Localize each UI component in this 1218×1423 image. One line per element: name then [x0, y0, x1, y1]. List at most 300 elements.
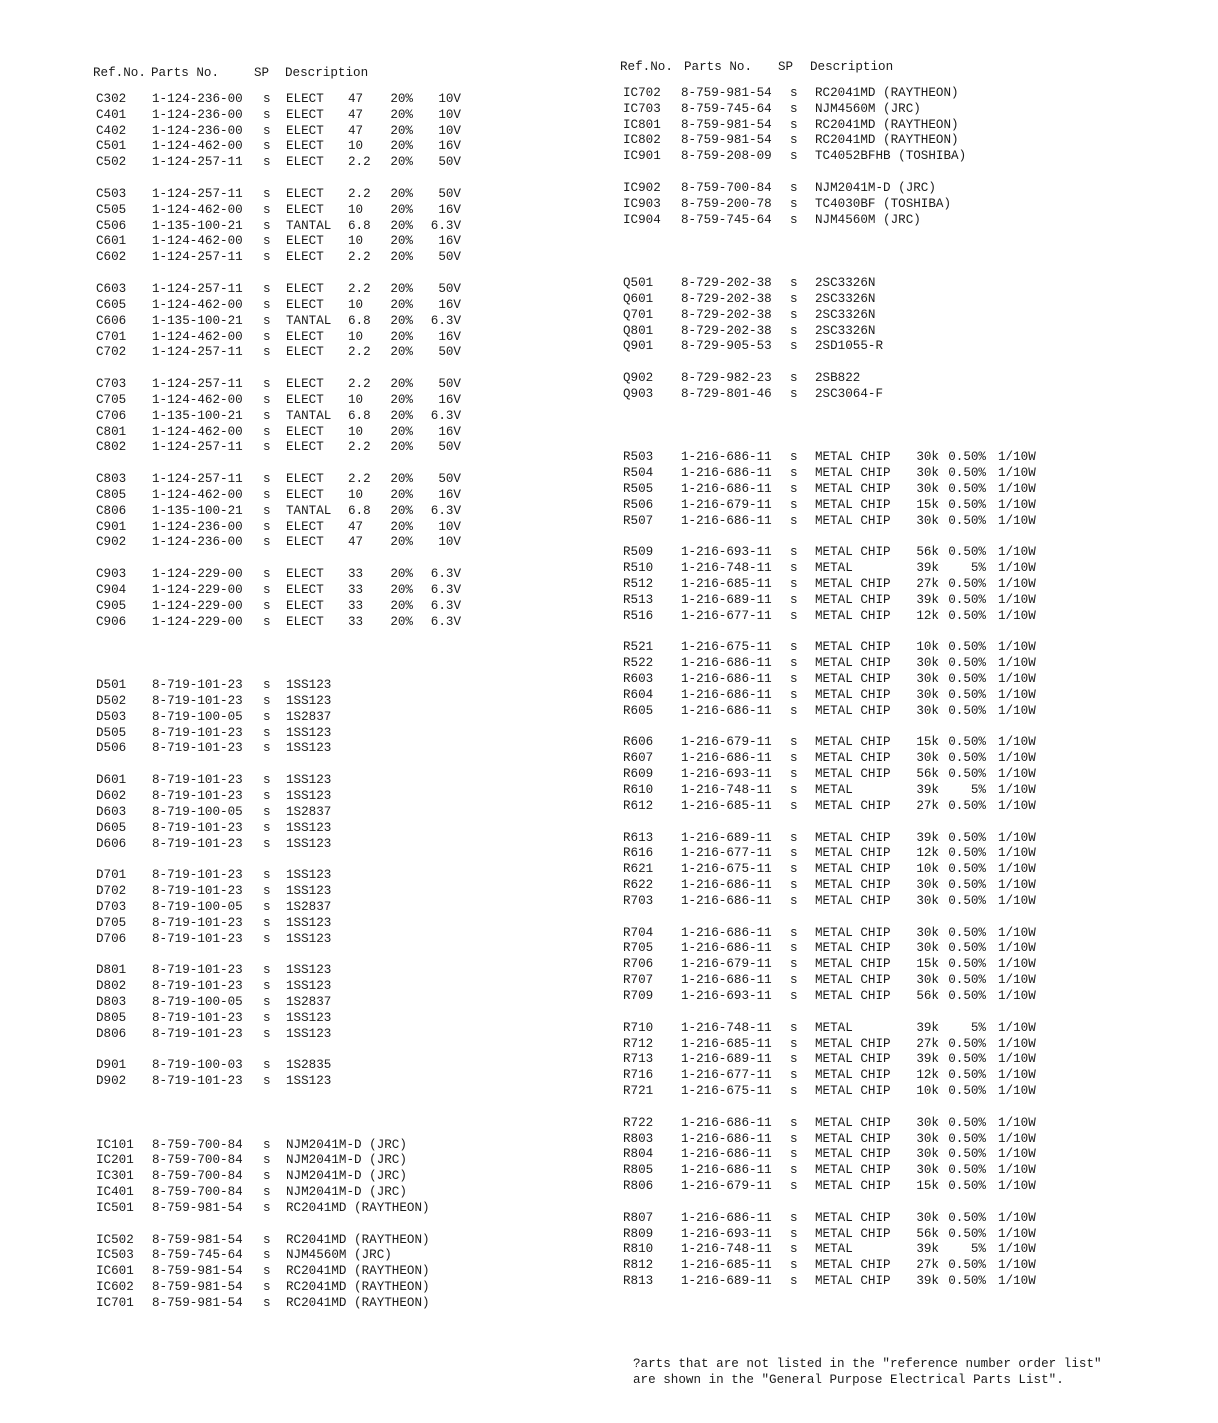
- tolerance: 0.50%: [948, 846, 986, 861]
- sp-code: s: [263, 123, 271, 138]
- parts-row: [93, 741, 513, 757]
- part-number: 1-216-675-11: [681, 1084, 772, 1099]
- ref-no: C601: [96, 234, 127, 249]
- ref-no: R613: [623, 830, 654, 845]
- ref-no: D703: [96, 899, 127, 914]
- part-number: 1-135-100-21: [152, 408, 243, 423]
- resistance: 39k: [916, 1020, 939, 1035]
- wattage: 1/10W: [998, 862, 1036, 877]
- ref-no: R805: [623, 1163, 654, 1178]
- ref-no: Q601: [623, 291, 654, 306]
- sp-code: s: [263, 519, 271, 534]
- ref-no: D801: [96, 963, 127, 978]
- part-number: 1-124-462-00: [152, 392, 243, 407]
- parts-row: [93, 710, 513, 726]
- tolerance: 20%: [390, 297, 413, 312]
- part-number: 1-216-679-11: [681, 735, 772, 750]
- group-spacer: [620, 1005, 1090, 1021]
- parts-row: [93, 203, 513, 219]
- wattage: 1/10W: [998, 545, 1036, 560]
- sp-code: s: [790, 1179, 798, 1194]
- description: RC2041MD (RAYTHEON): [286, 1296, 430, 1310]
- part-number: 1-124-229-00: [152, 598, 243, 613]
- tolerance: 0.50%: [948, 1210, 986, 1225]
- capacitance: 47: [348, 519, 364, 534]
- parts-list-right-column: [620, 60, 1090, 1290]
- parts-row: [620, 941, 1090, 957]
- group-spacer: [93, 1090, 513, 1138]
- ref-no: Q801: [623, 323, 654, 338]
- sp-code: s: [263, 1026, 271, 1041]
- parts-row: [93, 1153, 513, 1169]
- tolerance: 20%: [390, 202, 413, 217]
- sp-code: s: [263, 91, 271, 106]
- capacitance: 2.2: [348, 155, 371, 170]
- part-number: 8-759-745-64: [152, 1248, 243, 1263]
- parts-row: [620, 292, 1090, 308]
- sp-code: s: [790, 561, 798, 576]
- tolerance: 20%: [390, 535, 413, 550]
- ref-no: R803: [623, 1131, 654, 1146]
- tolerance: 0.50%: [948, 751, 986, 766]
- parts-row: [93, 155, 513, 171]
- voltage: 16V: [438, 139, 461, 154]
- component-type: METAL CHIP: [815, 1084, 891, 1099]
- parts-row: [620, 862, 1090, 878]
- part-number: 8-729-202-38: [681, 275, 772, 290]
- resistance: 30k: [916, 878, 939, 893]
- parts-row: [93, 488, 513, 504]
- sp-code: s: [790, 85, 798, 100]
- capacitance: 33: [348, 614, 364, 629]
- sp-code: s: [263, 583, 271, 597]
- component-type: METAL CHIP: [815, 640, 891, 655]
- part-number: 1-124-462-00: [152, 329, 243, 344]
- sp-code: s: [263, 884, 271, 899]
- sp-code: s: [263, 1248, 271, 1263]
- parts-row: [93, 409, 513, 425]
- ref-no: R521: [623, 640, 654, 655]
- sp-code: s: [790, 640, 798, 655]
- sp-code: s: [263, 820, 271, 835]
- part-number: 8-759-745-64: [681, 101, 772, 116]
- part-number: 8-729-801-46: [681, 386, 772, 401]
- part-number: 1-124-236-00: [152, 519, 243, 534]
- description: RC2041MD (RAYTHEON): [286, 1280, 430, 1295]
- sp-code: s: [790, 1115, 798, 1130]
- parts-row: [620, 498, 1090, 514]
- parts-row: [620, 1021, 1090, 1037]
- ref-no: D501: [96, 678, 127, 693]
- sp-code: s: [263, 297, 271, 312]
- wattage: 1/10W: [998, 1258, 1036, 1273]
- column-header: [93, 66, 513, 82]
- description: RC2041MD (RAYTHEON): [286, 1232, 430, 1247]
- ref-no: R612: [623, 798, 654, 813]
- capacitance: 2.2: [348, 377, 371, 392]
- component-type: ELECT: [286, 392, 324, 407]
- sp-code: s: [263, 1137, 271, 1152]
- tolerance: 20%: [390, 329, 413, 344]
- capacitance: 47: [348, 107, 364, 122]
- ref-no: R721: [623, 1084, 654, 1099]
- component-type: TANTAL: [286, 503, 332, 518]
- sp-code: s: [790, 1036, 798, 1051]
- component-type: METAL CHIP: [815, 878, 891, 893]
- ref-no: R503: [623, 450, 654, 465]
- ref-no: IC502: [96, 1232, 134, 1247]
- parts-row: [93, 219, 513, 235]
- description: 1SS123: [286, 693, 332, 708]
- description: 1S2837: [286, 709, 332, 724]
- ref-no: R804: [623, 1147, 654, 1162]
- parts-row: [93, 916, 513, 932]
- description: 1SS123: [286, 1010, 332, 1025]
- ref-no: R807: [623, 1210, 654, 1225]
- ref-no: R509: [623, 545, 654, 560]
- component-type: ELECT: [286, 202, 324, 217]
- tolerance: 20%: [390, 472, 413, 487]
- parts-row: [620, 276, 1090, 292]
- ref-no: D601: [96, 773, 127, 788]
- part-number: 1-216-675-11: [681, 640, 772, 655]
- parts-row: [93, 932, 513, 948]
- description: 1S2837: [286, 899, 332, 914]
- ref-no: R703: [623, 893, 654, 908]
- resistance: 27k: [916, 1258, 939, 1273]
- parts-row: [93, 726, 513, 742]
- parts-row: [93, 124, 513, 140]
- sp-code: s: [790, 339, 798, 354]
- ref-no: D705: [96, 915, 127, 930]
- component-type: METAL CHIP: [815, 672, 891, 687]
- part-number: 1-216-748-11: [681, 561, 772, 576]
- description: RC2041MD (RAYTHEON): [815, 117, 959, 132]
- wattage: 1/10W: [998, 1115, 1036, 1130]
- part-number: 1-216-686-11: [681, 450, 772, 465]
- component-type: ELECT: [286, 155, 324, 170]
- parts-row: [93, 837, 513, 853]
- voltage: 50V: [438, 377, 461, 392]
- tolerance: 20%: [390, 424, 413, 439]
- parts-row: [93, 678, 513, 694]
- tolerance: 20%: [390, 139, 413, 154]
- ref-no: D901: [96, 1058, 127, 1073]
- tolerance: 20%: [390, 392, 413, 407]
- ref-no: C806: [96, 503, 127, 518]
- voltage: 10V: [438, 519, 461, 534]
- group-spacer: [93, 1217, 513, 1233]
- parts-row: [620, 894, 1090, 910]
- sp-code: s: [263, 994, 271, 1009]
- tolerance: 0.50%: [948, 545, 986, 560]
- wattage: 1/10W: [998, 1274, 1036, 1289]
- parts-row: [93, 1185, 513, 1201]
- tolerance: 0.50%: [948, 1036, 986, 1051]
- part-number: 1-216-689-11: [681, 592, 772, 607]
- tolerance: 0.50%: [948, 1179, 986, 1194]
- voltage: 6.3V: [430, 408, 461, 423]
- parts-row: [620, 735, 1090, 751]
- sp-code: s: [263, 1169, 271, 1184]
- ref-no: IC901: [623, 149, 661, 164]
- parts-row: [620, 656, 1090, 672]
- sp-code: s: [790, 545, 798, 560]
- part-number: 1-216-686-11: [681, 878, 772, 893]
- part-number: 1-124-257-11: [152, 440, 243, 455]
- parts-row: [93, 821, 513, 837]
- component-type: ELECT: [286, 91, 324, 106]
- wattage: 1/10W: [998, 1036, 1036, 1051]
- component-type: METAL CHIP: [815, 497, 891, 512]
- wattage: 1/10W: [998, 1179, 1036, 1194]
- ref-no: Q501: [623, 275, 654, 290]
- capacitance: 33: [348, 583, 364, 597]
- sp-code: s: [790, 608, 798, 623]
- tolerance: 20%: [390, 281, 413, 296]
- part-number: 1-216-686-11: [681, 893, 772, 908]
- part-number: 8-719-100-05: [152, 899, 243, 914]
- resistance: 39k: [916, 561, 939, 576]
- tolerance: 0.50%: [948, 893, 986, 908]
- sp-code: s: [790, 386, 798, 401]
- description: 2SC3326N: [815, 307, 876, 322]
- component-type: METAL CHIP: [815, 481, 891, 496]
- part-number: 1-216-748-11: [681, 1020, 772, 1035]
- resistance: 39k: [916, 1052, 939, 1067]
- sp-code: s: [263, 107, 271, 122]
- ref-no: C904: [96, 583, 127, 597]
- resistance: 30k: [916, 751, 939, 766]
- parts-row: [93, 440, 513, 456]
- wattage: 1/10W: [998, 703, 1036, 718]
- tolerance: 0.50%: [948, 973, 986, 988]
- voltage: 16V: [438, 297, 461, 312]
- part-number: 1-135-100-21: [152, 313, 243, 328]
- part-number: 1-135-100-21: [152, 503, 243, 518]
- parts-row: [93, 995, 513, 1011]
- ref-no: C702: [96, 345, 127, 360]
- parts-row: [620, 751, 1090, 767]
- sp-code: s: [790, 450, 798, 465]
- ref-no: D902: [96, 1074, 127, 1089]
- part-number: 8-719-101-23: [152, 741, 243, 756]
- wattage: 1/10W: [998, 481, 1036, 496]
- description: 1SS123: [286, 915, 332, 930]
- description: NJM4560M (JRC): [815, 212, 921, 227]
- wattage: 1/10W: [998, 592, 1036, 607]
- description: 2SC3326N: [815, 323, 876, 338]
- part-number: 1-124-257-11: [152, 186, 243, 201]
- parts-row: [93, 1248, 513, 1264]
- part-number: 8-759-981-54: [681, 133, 772, 148]
- tolerance: 5%: [970, 783, 986, 797]
- voltage: 16V: [438, 329, 461, 344]
- ref-no: IC401: [96, 1185, 134, 1200]
- part-number: 8-719-101-23: [152, 868, 243, 883]
- sp-code: s: [790, 577, 798, 592]
- ref-no: R621: [623, 862, 654, 877]
- part-number: 1-124-257-11: [152, 155, 243, 170]
- ref-no: C502: [96, 155, 127, 170]
- sp-code: s: [790, 592, 798, 607]
- tolerance: 20%: [390, 567, 413, 582]
- ref-no: R610: [623, 783, 654, 797]
- ref-no: C401: [96, 107, 127, 122]
- parts-row: [93, 1201, 513, 1217]
- ref-no: R722: [623, 1115, 654, 1130]
- ref-no: D605: [96, 820, 127, 835]
- part-number: 1-216-689-11: [681, 830, 772, 845]
- tolerance: 0.50%: [948, 672, 986, 687]
- part-number: 8-719-100-05: [152, 994, 243, 1009]
- component-type: METAL CHIP: [815, 608, 891, 623]
- description: 2SB822: [815, 371, 861, 386]
- tolerance: 20%: [390, 408, 413, 423]
- parts-rows: [93, 92, 513, 1312]
- sp-code: s: [263, 424, 271, 439]
- voltage: 50V: [438, 345, 461, 360]
- group-spacer: [93, 456, 513, 472]
- parts-row: [93, 1011, 513, 1027]
- sp-code: s: [790, 1242, 798, 1257]
- ref-no: R809: [623, 1226, 654, 1241]
- parts-row: [93, 535, 513, 551]
- parts-no-header: Parts No.: [684, 60, 753, 74]
- resistance: 10k: [916, 862, 939, 877]
- ref-no: R706: [623, 957, 654, 972]
- footnote-line: are shown in the "General Purpose Electrical Parts List".: [633, 1372, 1064, 1387]
- wattage: 1/10W: [998, 735, 1036, 750]
- tolerance: 20%: [390, 186, 413, 201]
- part-number: 1-124-462-00: [152, 424, 243, 439]
- group-spacer: [620, 355, 1090, 371]
- tolerance: 0.50%: [948, 957, 986, 972]
- sp-code: s: [263, 614, 271, 629]
- part-number: 1-124-257-11: [152, 281, 243, 296]
- capacitance: 10: [348, 424, 364, 439]
- part-number: 1-216-686-11: [681, 672, 772, 687]
- part-number: 1-216-686-11: [681, 513, 772, 528]
- component-type: ELECT: [286, 487, 324, 502]
- parts-row: [93, 1169, 513, 1185]
- parts-row: [93, 1074, 513, 1090]
- description: 1SS123: [286, 1026, 332, 1041]
- sp-code: s: [790, 846, 798, 861]
- ref-no: R622: [623, 878, 654, 893]
- ref-no: R813: [623, 1274, 654, 1289]
- part-number: 1-124-257-11: [152, 472, 243, 487]
- parts-row: [620, 514, 1090, 530]
- parts-row: [620, 118, 1090, 134]
- sp-code: s: [263, 234, 271, 249]
- capacitance: 47: [348, 91, 364, 106]
- parts-row: [93, 1233, 513, 1249]
- sp-code: s: [263, 440, 271, 455]
- part-number: 1-216-686-11: [681, 466, 772, 481]
- part-number: 1-216-685-11: [681, 1258, 772, 1273]
- sp-code: s: [790, 672, 798, 687]
- component-type: ELECT: [286, 377, 324, 392]
- sp-code: s: [263, 836, 271, 851]
- parts-row: [93, 139, 513, 155]
- ref-no: R606: [623, 735, 654, 750]
- part-number: 8-729-202-38: [681, 291, 772, 306]
- tolerance: 0.50%: [948, 1147, 986, 1162]
- part-number: 1-124-229-00: [152, 567, 243, 582]
- sp-code: s: [790, 1068, 798, 1083]
- tolerance: 20%: [390, 155, 413, 170]
- part-number: 1-216-693-11: [681, 545, 772, 560]
- tolerance: 20%: [390, 91, 413, 106]
- voltage: 50V: [438, 155, 461, 170]
- component-type: METAL CHIP: [815, 846, 891, 861]
- parts-row: [93, 314, 513, 330]
- sp-code: s: [790, 703, 798, 718]
- part-number: 1-124-462-00: [152, 234, 243, 249]
- resistance: 15k: [916, 957, 939, 972]
- tolerance: 20%: [390, 519, 413, 534]
- parts-row: [620, 926, 1090, 942]
- ref-no: R522: [623, 656, 654, 671]
- ref-no: IC701: [96, 1296, 134, 1310]
- component-type: ELECT: [286, 424, 324, 439]
- ref-no: R516: [623, 608, 654, 623]
- wattage: 1/10W: [998, 656, 1036, 671]
- ref-no: R616: [623, 846, 654, 861]
- description: NJM2041M-D (JRC): [286, 1153, 407, 1168]
- description: 2SC3326N: [815, 275, 876, 290]
- part-number: 1-124-257-11: [152, 250, 243, 265]
- component-type: METAL CHIP: [815, 957, 891, 972]
- parts-row: [620, 1147, 1090, 1163]
- component-type: METAL CHIP: [815, 513, 891, 528]
- component-type: TANTAL: [286, 408, 332, 423]
- ref-no: D503: [96, 709, 127, 724]
- group-spacer: [620, 910, 1090, 926]
- wattage: 1/10W: [998, 1242, 1036, 1257]
- parts-row: [620, 957, 1090, 973]
- parts-row: [620, 1179, 1090, 1195]
- resistance: 30k: [916, 450, 939, 465]
- ref-no: D803: [96, 994, 127, 1009]
- sp-code: s: [790, 957, 798, 972]
- voltage: 6.3V: [430, 614, 461, 629]
- sp-code: s: [790, 323, 798, 338]
- tolerance: 0.50%: [948, 767, 986, 782]
- part-number: 1-124-236-00: [152, 107, 243, 122]
- parts-row: [93, 1027, 513, 1043]
- voltage: 50V: [438, 440, 461, 455]
- part-number: 8-719-101-23: [152, 1010, 243, 1025]
- component-type: METAL CHIP: [815, 1226, 891, 1241]
- component-type: METAL CHIP: [815, 656, 891, 671]
- resistance: 12k: [916, 608, 939, 623]
- capacitance: 33: [348, 567, 364, 582]
- wattage: 1/10W: [998, 988, 1036, 1003]
- sp-code: s: [790, 1274, 798, 1289]
- sp-code: s: [790, 466, 798, 481]
- sp-code: s: [790, 988, 798, 1003]
- tolerance: 0.50%: [948, 640, 986, 655]
- part-number: 8-719-101-23: [152, 773, 243, 788]
- parts-row: [620, 1068, 1090, 1084]
- parts-row: [93, 282, 513, 298]
- description: 1SS123: [286, 979, 332, 994]
- tolerance: 20%: [390, 503, 413, 518]
- part-number: 8-719-101-23: [152, 884, 243, 899]
- part-number: 1-124-236-00: [152, 123, 243, 138]
